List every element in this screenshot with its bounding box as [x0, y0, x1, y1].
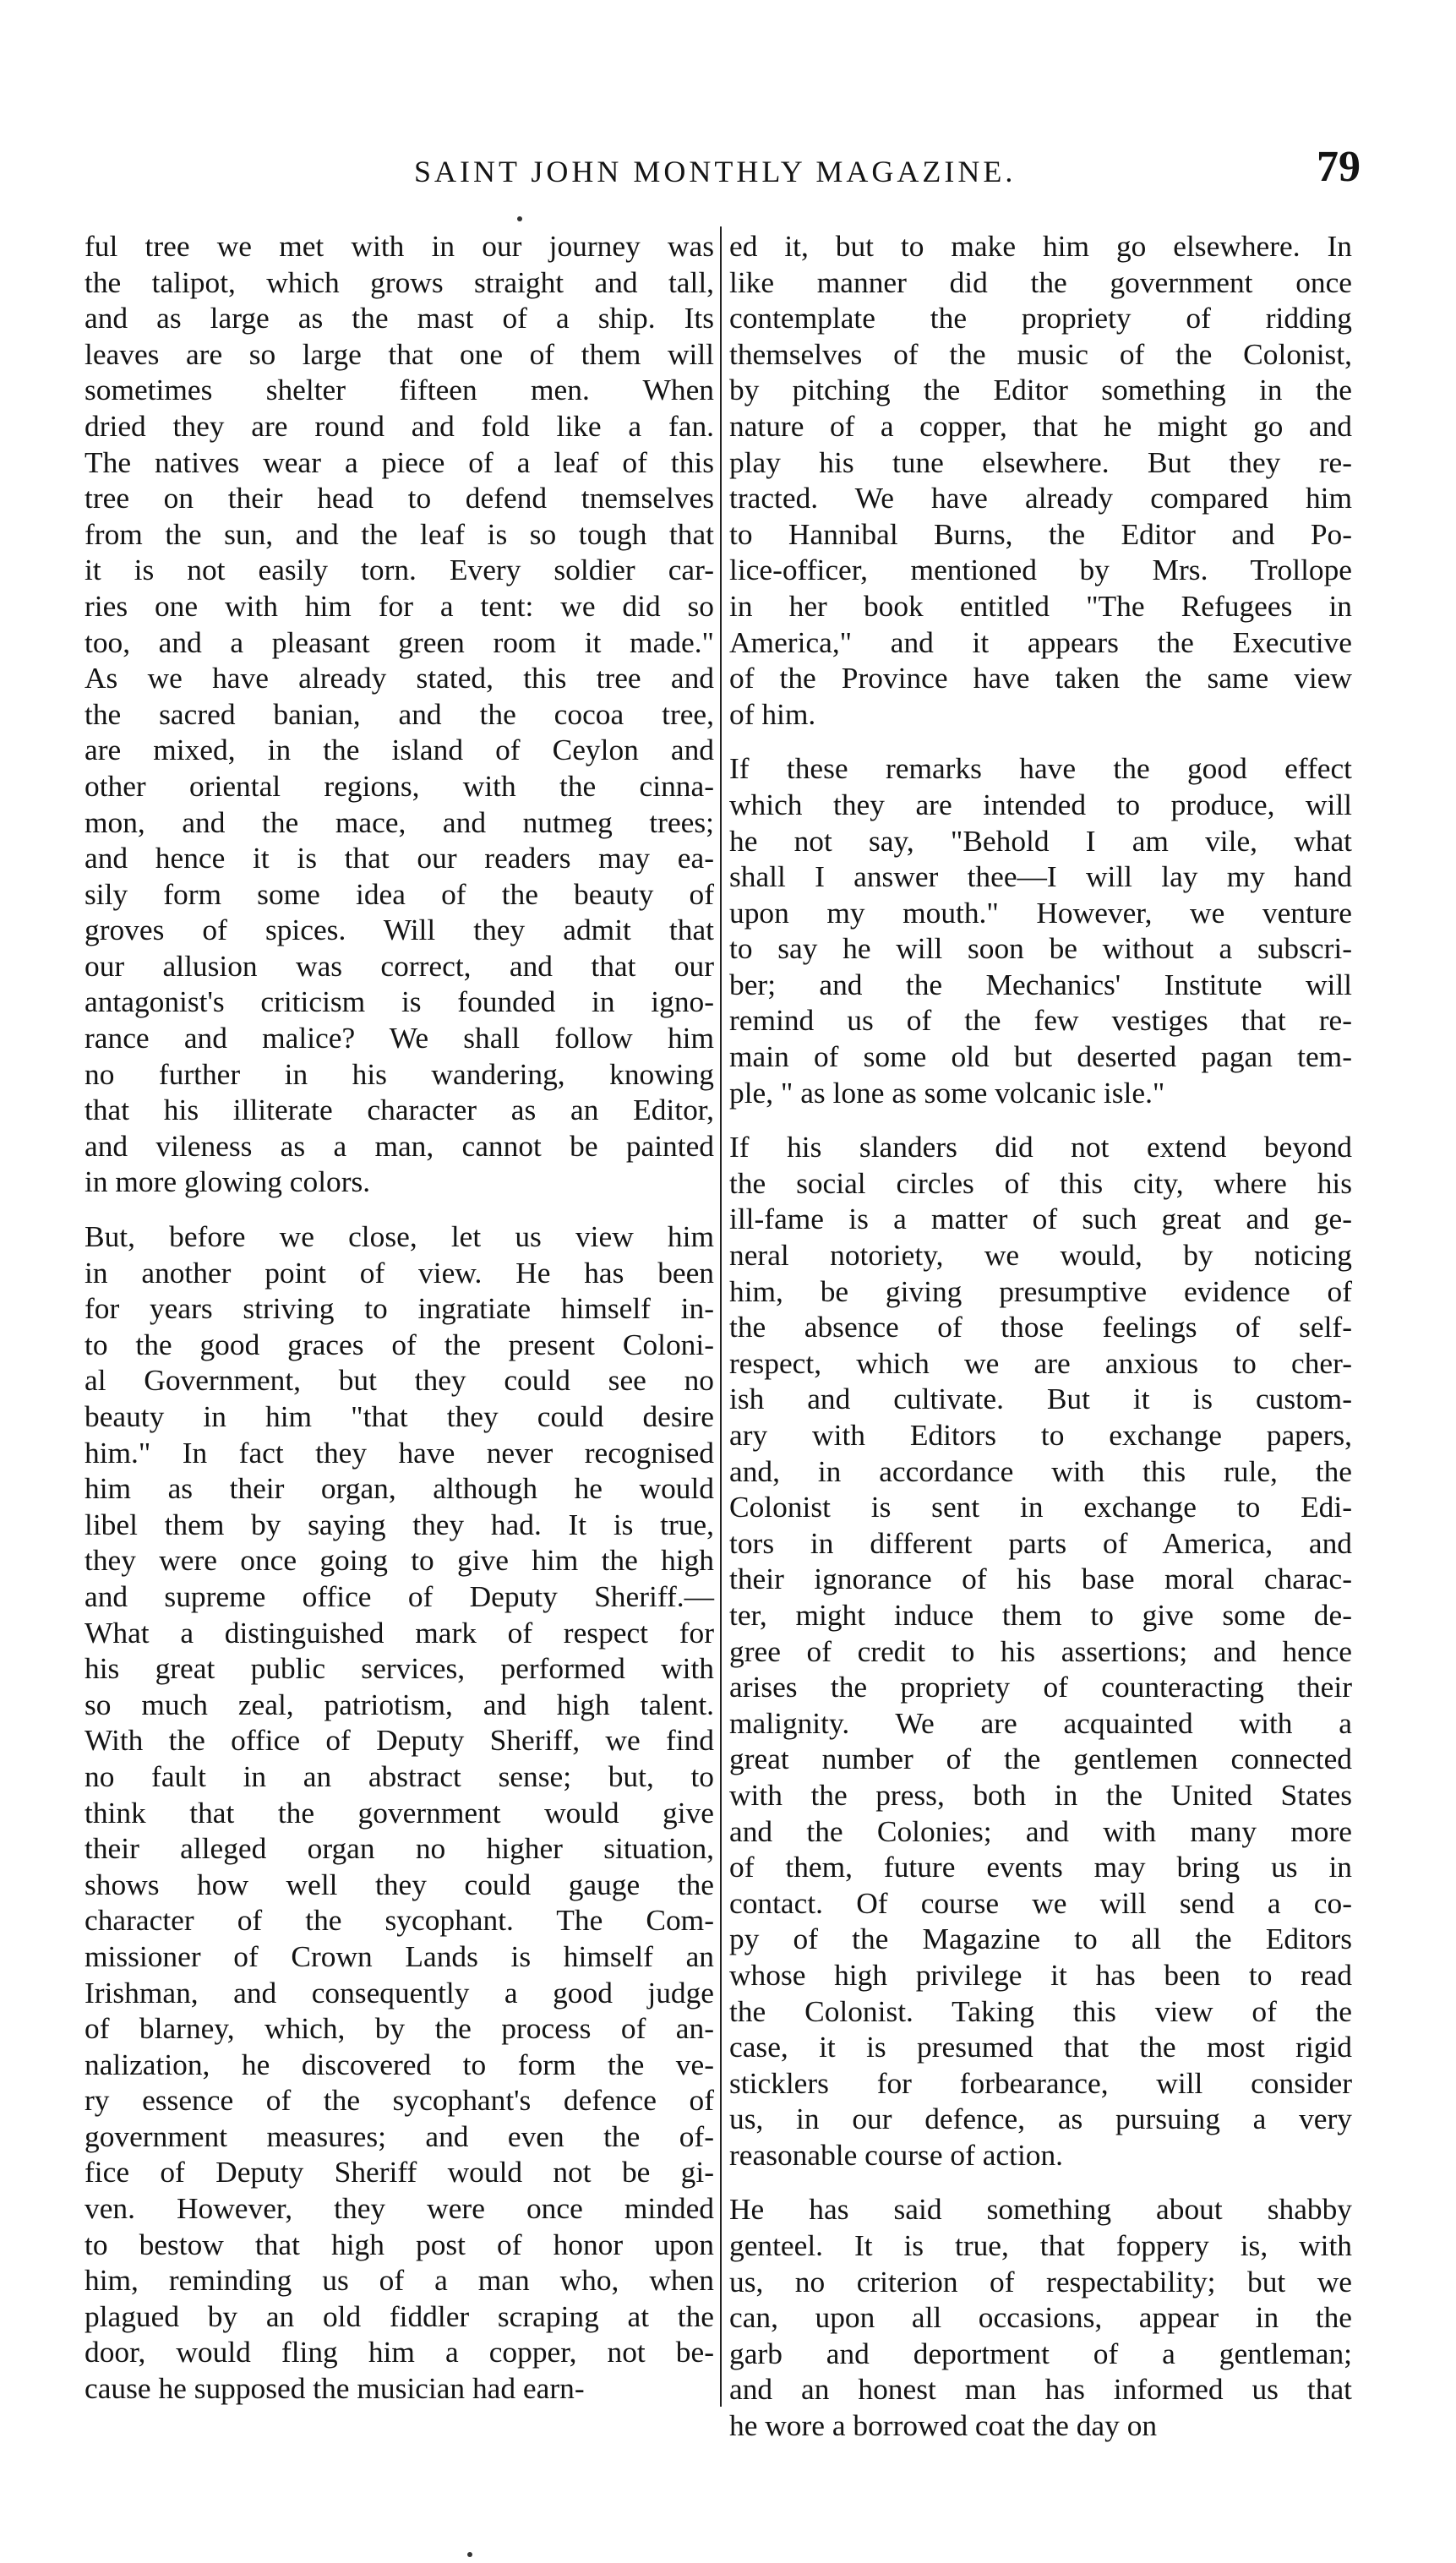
- text-line: him, be giving presumptive evidence of: [729, 1273, 1352, 1308]
- text-line: of them, future events may bring us in: [729, 1850, 1352, 1884]
- text-line: him, reminding us of a man who, when: [85, 2263, 714, 2298]
- text-line: in more glowing colors.: [85, 1164, 371, 1199]
- text-line: contemplate the propriety of ridding: [729, 301, 1352, 335]
- text-line: it is not easily torn. Every soldier car-: [85, 553, 714, 587]
- text-line: with the press, both in the United States: [729, 1777, 1352, 1812]
- text-line: and as large as the mast of a ship. Its: [85, 301, 714, 335]
- text-line: the talipot, which grows straight and tall,: [85, 264, 714, 299]
- text-line: of blarney, which, by the process of an-: [85, 2011, 714, 2046]
- text-line: rance and malice? We shall follow him: [85, 1021, 714, 1055]
- text-line: the Colonist. Taking this view of the: [729, 1993, 1352, 2028]
- text-line: the absence of those feelings of self-: [729, 1310, 1352, 1344]
- text-line: from the sun, and the leaf is so tough that: [85, 516, 714, 551]
- text-line: themselves of the music of the Colonist,: [729, 336, 1352, 371]
- text-line: Colonist is sent in exchange to Edi-: [729, 1490, 1352, 1524]
- text-line: they were once going to give him the high: [85, 1543, 714, 1578]
- text-line: nalization, he discovered to form the ve-: [85, 2047, 714, 2081]
- text-line: him as their organ, although he would: [85, 1471, 714, 1506]
- text-line: py of the Magazine to all the Editors: [729, 1922, 1352, 1956]
- text-line: of the Province have taken the same view: [729, 661, 1352, 695]
- text-line: gree of credit to his assertions; and hence: [729, 1633, 1352, 1668]
- text-line: character of the sycophant. The Com-: [85, 1903, 714, 1938]
- text-line: in her book entitled "The Refugees in: [729, 588, 1352, 623]
- text-line: he not say, "Behold I am vile, what: [729, 823, 1352, 858]
- text-line: ish and cultivate. But it is custom-: [729, 1382, 1352, 1416]
- text-line: and an honest man has informed us that: [729, 2372, 1352, 2407]
- text-line: If his slanders did not extend beyond: [729, 1130, 1352, 1164]
- text-line: he wore a borrowed coat the day on: [729, 2408, 1158, 2443]
- text-line: dried they are round and fold like a fan.: [85, 408, 714, 443]
- paragraph-gap: [85, 1200, 714, 1219]
- text-line: lice-officer, mentioned by Mrs. Trollope: [729, 553, 1352, 587]
- text-line: Irishman, and consequently a good judge: [85, 1975, 714, 2010]
- text-line: to say he will soon be without a subscri-: [729, 931, 1352, 966]
- text-line: and vileness as a man, cannot be painted: [85, 1128, 714, 1163]
- text-line: upon my mouth." However, we venture: [729, 895, 1352, 930]
- text-line: beauty in him "that they could desire: [85, 1399, 714, 1433]
- text-line: us, in our defence, as pursuing a very: [729, 2102, 1352, 2136]
- text-line: ple, " as lone as some volcanic isle.": [729, 1075, 1165, 1110]
- text-line: leaves are so large that one of them will: [85, 336, 714, 371]
- text-line: think that the government would give: [85, 1795, 714, 1830]
- text-line: groves of spices. Will they admit that: [85, 913, 714, 947]
- text-line: garb and deportment of a gentleman;: [729, 2336, 1352, 2370]
- text-line: ary with Editors to exchange papers,: [729, 1418, 1352, 1452]
- text-line: the social circles of this city, where his: [729, 1165, 1352, 1200]
- text-line: cause he supposed the musician had earn-: [85, 2371, 585, 2406]
- text-line: their ignorance of his base moral charac-: [729, 1562, 1352, 1596]
- text-line: genteel. It is true, that foppery is, with: [729, 2228, 1352, 2263]
- text-line: to Hannibal Burns, the Editor and Po-: [729, 516, 1352, 551]
- text-line: and, in accordance with this rule, the: [729, 1453, 1352, 1488]
- text-line: sticklers for forbearance, will consider: [729, 2065, 1352, 2100]
- paragraph-gap: [729, 732, 1352, 750]
- text-line: ed it, but to make him go elsewhere. In: [729, 229, 1352, 263]
- text-line: to bestow that high post of honor upon: [85, 2227, 714, 2261]
- text-line: America," and it appears the Executive: [729, 624, 1352, 659]
- text-line: arises the propriety of counteracting their: [729, 1670, 1352, 1704]
- text-line: If these remarks have the good effect: [729, 751, 1352, 786]
- text-line: too, and a pleasant green room it made.": [85, 624, 714, 659]
- text-line: But, before we close, let us view him: [85, 1219, 714, 1254]
- text-line: government measures; and even the of-: [85, 2119, 714, 2153]
- printing-dot: [467, 2552, 472, 2557]
- text-line: tree on their head to defend tnemselves: [85, 481, 714, 515]
- text-line: malignity. We are acquainted with a: [729, 1705, 1352, 1740]
- text-line: remind us of the few vestiges that re-: [729, 1003, 1352, 1038]
- text-line: With the office of Deputy Sheriff, we find: [85, 1723, 714, 1758]
- text-line: nature of a copper, that he might go and: [729, 408, 1352, 443]
- text-line: libel them by saying they had. It is true,: [85, 1507, 714, 1541]
- text-line: tracted. We have already compared him: [729, 481, 1352, 515]
- right-column: [729, 228, 1352, 2444]
- text-line: are mixed, in the island of Ceylon and: [85, 733, 714, 767]
- text-line: which they are intended to produce, will: [729, 787, 1352, 821]
- text-line: case, it is presumed that the most rigid: [729, 2030, 1352, 2064]
- left-column: [85, 228, 714, 2407]
- text-line: shall I answer thee—I will lay my hand: [729, 859, 1352, 894]
- running-head: SAINT JOHN MONTHLY MAGAZINE.: [414, 155, 1017, 188]
- text-line: ill-fame is a matter of such great and ge-: [729, 1202, 1352, 1236]
- text-line: like manner did the government once: [729, 264, 1352, 299]
- text-line: sily form some idea of the beauty of: [85, 876, 714, 911]
- text-line: The natives wear a piece of a leaf of this: [85, 444, 714, 479]
- printing-dot: [517, 216, 522, 221]
- text-line: no further in his wandering, knowing: [85, 1056, 714, 1091]
- text-line: us, no criterion of respectability; but we: [729, 2264, 1352, 2299]
- text-line: so much zeal, patriotism, and high talent.: [85, 1687, 714, 1721]
- text-line: his great public services, performed with: [85, 1651, 714, 1686]
- text-line: reasonable course of action.: [729, 2137, 1064, 2172]
- text-line: by pitching the Editor something in the: [729, 373, 1352, 407]
- column-rule: [720, 226, 722, 2407]
- text-line: play his tune elsewhere. But they re-: [729, 444, 1352, 479]
- text-line: the sacred banian, and the cocoa tree,: [85, 696, 714, 731]
- paragraph-gap: [729, 1110, 1352, 1129]
- text-line: neral notoriety, we would, by noticing: [729, 1238, 1352, 1273]
- text-line: to the good graces of the present Coloni-: [85, 1327, 714, 1361]
- text-line: contact. Of course we will send a co-: [729, 1885, 1352, 1920]
- text-line: ry essence of the sycophant's defence of: [85, 2083, 714, 2118]
- text-line: tors in different parts of America, and: [729, 1525, 1352, 1560]
- text-line: and hence it is that our readers may ea-: [85, 841, 714, 875]
- text-line: whose high privilege it has been to read: [729, 1957, 1352, 1992]
- text-line: He has said something about shabby: [729, 2192, 1352, 2227]
- text-line: door, would fling him a copper, not be-: [85, 2335, 714, 2369]
- text-line: antagonist's criticism is founded in igno-: [85, 984, 714, 1019]
- text-line: sometimes shelter fifteen men. When: [85, 373, 714, 407]
- text-line: mon, and the mace, and nutmeg trees;: [85, 804, 714, 839]
- text-line: main of some old but deserted pagan tem-: [729, 1039, 1352, 1074]
- text-line: al Government, but they could see no: [85, 1363, 714, 1398]
- text-line: no fault in an abstract sense; but, to: [85, 1759, 714, 1793]
- text-line: As we have already stated, this tree and: [85, 661, 714, 695]
- text-line: respect, which we are anxious to cher-: [729, 1345, 1352, 1380]
- text-line: him." In fact they have never recognised: [85, 1435, 714, 1470]
- text-line: great number of the gentlemen connected: [729, 1742, 1352, 1776]
- text-line: our allusion was correct, and that our: [85, 948, 714, 983]
- text-line: and supreme office of Deputy Sheriff.—: [85, 1579, 714, 1613]
- page-header: [68, 142, 1361, 201]
- text-line: fice of Deputy Sheriff would not be gi-: [85, 2155, 714, 2189]
- text-line: ven. However, they were once minded: [85, 2191, 714, 2226]
- text-line: ber; and the Mechanics' Institute will: [729, 967, 1352, 1001]
- text-line: What a distinguished mark of respect for: [85, 1615, 714, 1650]
- text-line: can, upon all occasions, appear in the: [729, 2300, 1352, 2335]
- text-line: ries one with him for a tent: we did so: [85, 588, 714, 623]
- text-line: ter, might induce them to give some de-: [729, 1597, 1352, 1632]
- text-line: that his illiterate character as an Editor,: [85, 1093, 714, 1127]
- text-line: shows how well they could gauge the: [85, 1867, 714, 1901]
- text-line: and the Colonies; and with many more: [729, 1813, 1352, 1848]
- text-line: their alleged organ no higher situation,: [85, 1831, 714, 1866]
- text-line: in another point of view. He has been: [85, 1255, 714, 1290]
- text-line: missioner of Crown Lands is himself an: [85, 1939, 714, 1973]
- text-line: for years striving to ingratiate himself in-: [85, 1291, 714, 1326]
- text-line: ful tree we met with in our journey was: [85, 229, 714, 263]
- text-line: of him.: [729, 696, 816, 731]
- paragraph-gap: [729, 2173, 1352, 2191]
- text-line: other oriental regions, with the cinna-: [85, 768, 714, 803]
- page-number: 79: [1317, 143, 1361, 191]
- text-line: plagued by an old fiddler scraping at the: [85, 2299, 714, 2333]
